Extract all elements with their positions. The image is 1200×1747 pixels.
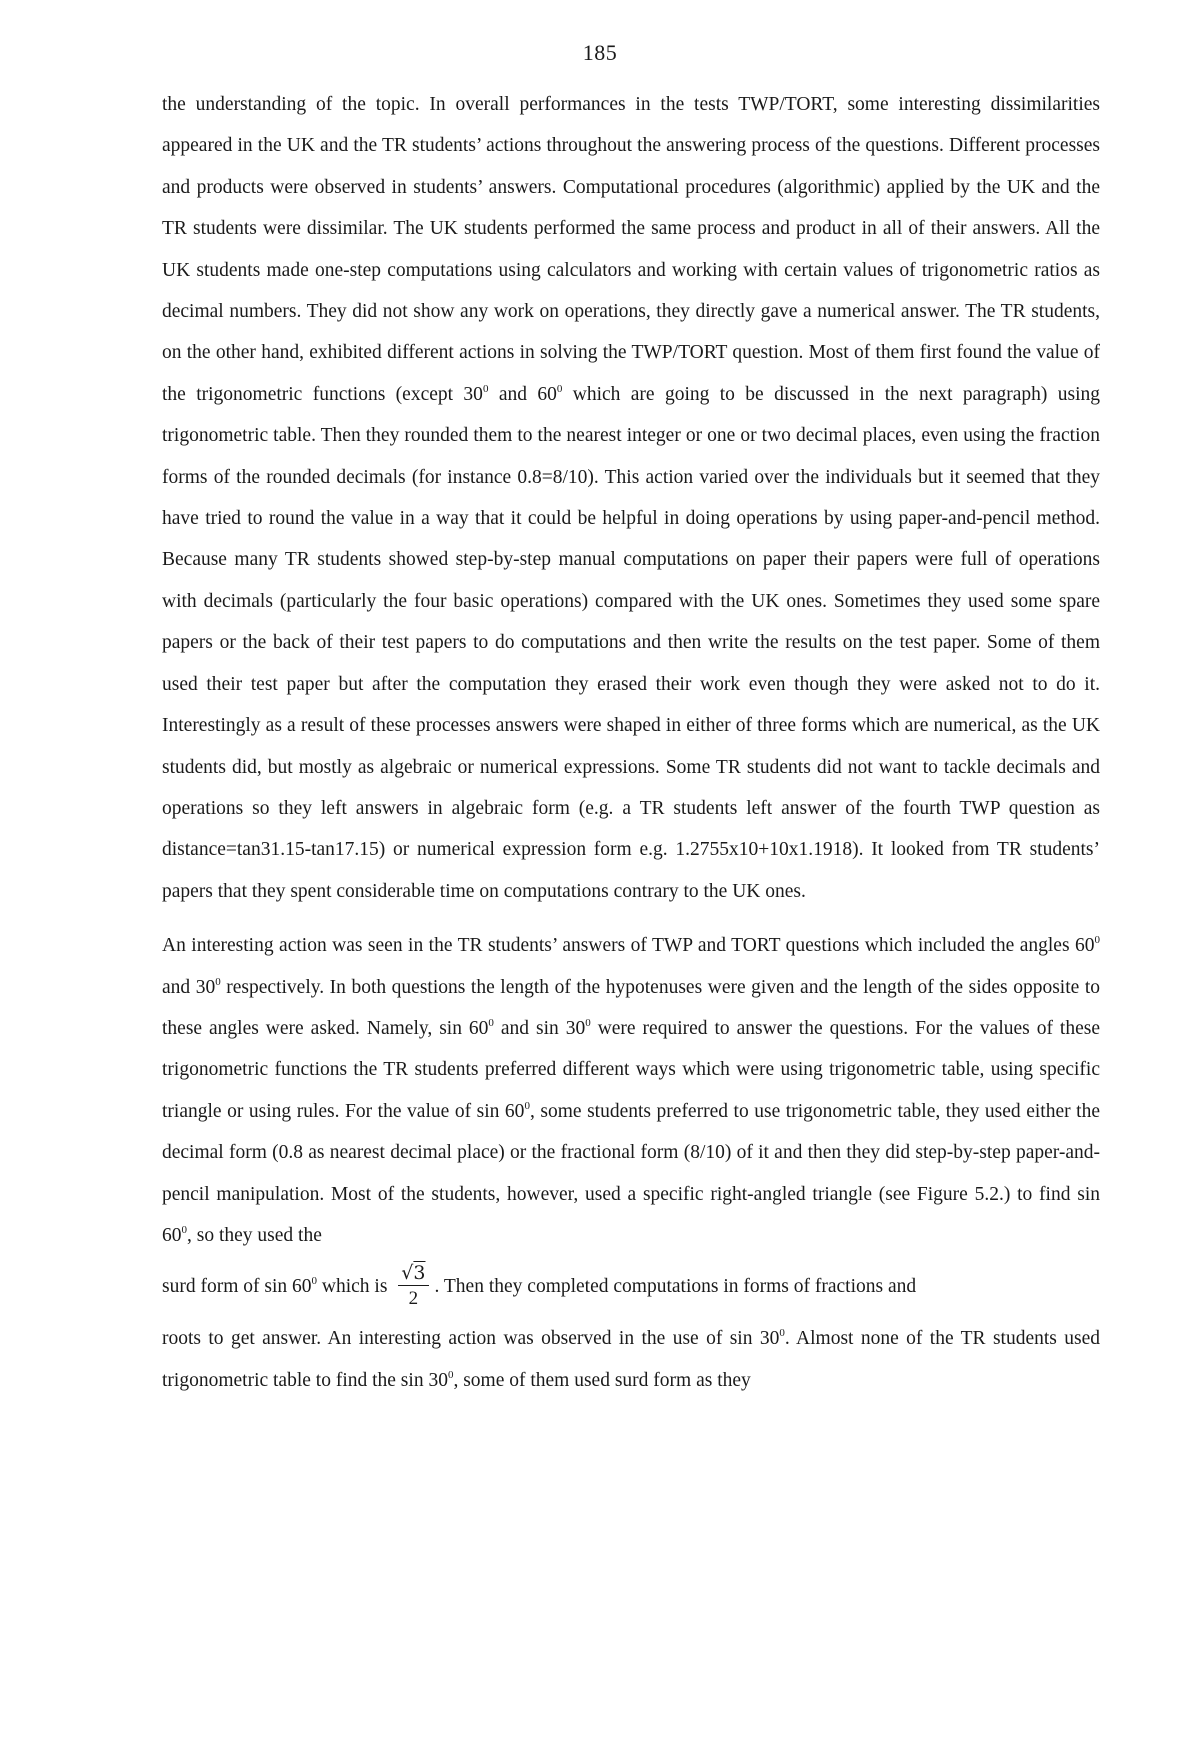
degree-superscript: 0 (181, 1223, 187, 1236)
degree-superscript: 0 (556, 382, 563, 395)
degree-superscript: 0 (779, 1327, 785, 1340)
text-run: the understanding of the topic. In overall performances in the tests TWP/TORT, some interesting dissimilarities appeared in the UK and the TR students’ actions throughout the answering process of the questions. Different processes and products were observed in students’ answers. Computational procedures (algorithmic) applied by the UK and the TR students were dissimilar. The UK students performed the same process and product in all of their answers. All the UK students made one-step computations using calculators and working with certain values of trigonometric ratios as decimal numbers. They did not show any work on operations, they directly gave a numerical answer. The TR students, on the other hand, exhibited different actions in solving the TWP/TORT question. Most of them first found the value of the trigonometric functions (except 30 (162, 94, 1100, 405)
text-run: respectively. In both questions the length of the hypotenuses were given and the length of the sides opposite to these angles were asked. Namely, sin 60 (162, 976, 1101, 1039)
radicand: 3 (413, 1261, 426, 1284)
text-run: were required to answer the questions. For the values of these trigonometric functions the TR students preferred different ways which were using trigonometric table, using specific triangle or using rules. For the value of sin 60 (162, 1017, 1100, 1122)
text-run: and sin 30 (493, 1017, 586, 1039)
fraction-numerator (398, 1261, 428, 1286)
text-run: . Then they completed computations in forms of fractions and (434, 1276, 917, 1298)
degree-superscript: 0 (447, 1368, 454, 1381)
fraction-denominator: 2 (408, 1287, 419, 1309)
text-run: roots to get answer. An interesting action was observed in the use of sin 30 (162, 1328, 780, 1350)
degree-superscript: 0 (524, 1099, 530, 1112)
text-run: , some of them used surd form as they (453, 1369, 751, 1391)
paragraph (162, 84, 1100, 912)
paragraph (162, 925, 1100, 1256)
paragraph (162, 1318, 1100, 1401)
page-number: 185 (582, 40, 618, 65)
text-run: and 30 (162, 976, 216, 998)
degree-superscript: 0 (482, 382, 489, 395)
degree-superscript: 0 (585, 1016, 591, 1029)
degree-superscript: 0 (1094, 934, 1100, 947)
degree-superscript: 0 (488, 1016, 494, 1029)
degree-superscript: 0 (311, 1275, 317, 1288)
body-text (162, 84, 1100, 1401)
radical-sign: √ (401, 1261, 414, 1284)
text-run: , some students preferred to use trigonometric table, they used either the decimal form (0.8 as nearest decimal place) or the fractional form (8/10) of it and then they did step-by-step paper-and-pencil manipulation. Most of the students, however, used a specific right-angled triangle (see Figure 5.2.) to find sin 60 (162, 1100, 1100, 1246)
fraction-sqrt3-over-2 (398, 1261, 428, 1309)
paragraph (162, 1256, 1100, 1318)
text-run: which is (317, 1276, 393, 1298)
text-run: surd form of sin 60 (162, 1276, 312, 1298)
text-run: , so they used the (187, 1224, 322, 1246)
text-run: An interesting action was seen in the TR students’ answers of TWP and TORT questions which included the angles 60 (162, 935, 1095, 957)
text-run: . Almost none of the TR students used trigonometric table to find the sin 30 (162, 1328, 1100, 1391)
text-run: and 60 (488, 383, 557, 405)
text-run: which are going to be discussed in the next paragraph) using trigonometric table. Then they rounded them to the nearest integer or one or two decimal places, even using the fraction forms of the rounded decimals (for instance 0.8=8/10). This action varied over the individuals but it seemed that they have tried to round the value in a way that it could be helpful in doing operations by using paper-and-pencil method. Because many TR students showed step-by-step manual computations on paper their papers were full of operations with decimals (particularly the four basic operations) compared with the UK ones. Sometimes they used some spare papers or the back of their test papers to do computations and then write the results on the test paper. Some of them used their test paper but after the computation they erased their work even though they were asked not to do it. Interestingly as a result of these processes answers were shaped in either of three forms which are numerical, as the UK students did, but mostly as algebraic or numerical expressions. Some TR students did not want to tackle decimals and operations so they left answers in algebraic form (e.g. a TR students left answer of the fourth TWP question as distance=tan31.15-tan17.15) or numerical expression form e.g. 1.2755x10+10x1.1918). It looked from TR students’ papers that they spent considerable time on computations contrary to the UK ones. (162, 383, 1100, 902)
degree-superscript: 0 (215, 975, 221, 988)
